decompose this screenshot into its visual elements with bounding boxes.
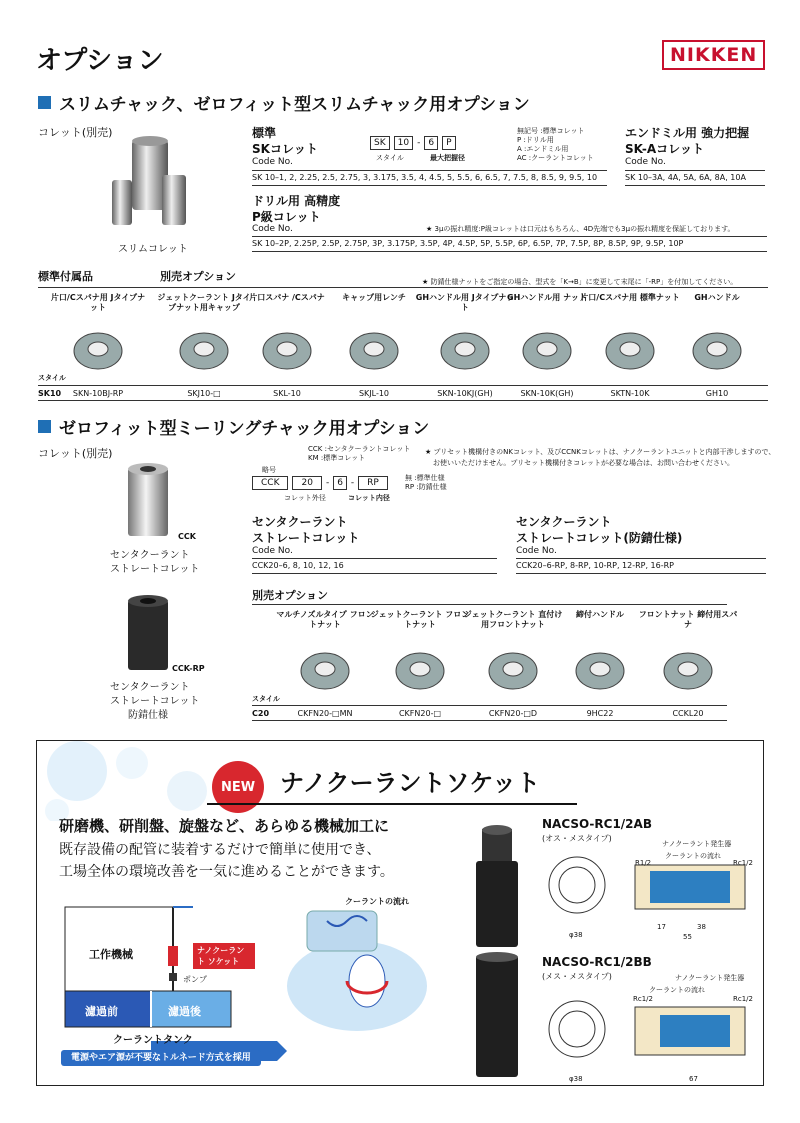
nano-socket-label: ナノクーラント ソケット — [193, 943, 255, 969]
model2-drawing — [545, 993, 755, 1073]
cck-rp-caption-1: センタクーラント — [110, 682, 190, 693]
std-label-2: SKコレット — [252, 142, 318, 156]
divider — [252, 705, 727, 706]
cck-scheme-symbol: 略号 — [262, 466, 276, 474]
cck-scheme-outer: コレット外径 — [284, 494, 326, 502]
section2-title: ゼロフィット型ミーリングチャック用オプション — [38, 414, 429, 439]
nano-body-2: 工場全体の環境改善を一気に進めることができます。 — [59, 864, 394, 880]
endmill-label-2: SK-Aコレット — [625, 142, 705, 156]
cc1-code-label: Code No. — [252, 546, 293, 556]
divider — [38, 287, 768, 288]
sec1-item-code: SKJL-10 — [358, 389, 390, 398]
opt-label: 別売オプション — [160, 270, 237, 283]
sec1-item-name: 片口/Cスパナ用 Jタイプナット — [50, 293, 146, 312]
model1-rc: Rc1/2 — [733, 859, 753, 867]
std-code-values: SK 10–1, 2, 2.25, 2.5, 2.75, 3, 3.175, 3.5, 4, 4.5, 5, 5.5, 6, 6.5, 7, 7.5, 8, 8.5, 9, 9.5, 10 — [252, 173, 598, 182]
divider — [252, 558, 497, 559]
new-badge: NEW — [212, 761, 264, 813]
model1-flow: クーラントの流れ — [665, 852, 721, 860]
sec1-item-code: SKJ10-□ — [187, 389, 221, 398]
cck-caption-2: ストレートコレット — [110, 564, 200, 575]
cck-collet-image — [118, 460, 178, 540]
section-marker-icon — [38, 420, 51, 433]
cc1-code-values: CCK20–6, 8, 10, 12, 16 — [252, 561, 344, 570]
nano-coolant-panel — [36, 740, 764, 1086]
model2-length: 67 — [689, 1075, 698, 1083]
section1-title: スリムチャック、ゼロフィット型スリムチャック用オプション — [38, 90, 530, 115]
endmill-code-values: SK 10–3A, 4A, 5A, 6A, 8A, 10A — [625, 173, 746, 182]
divider — [625, 170, 765, 171]
nacso-ab-image — [462, 821, 532, 951]
acc-label: 標準付属品 — [38, 270, 93, 283]
drill-code-values: SK 10–2P, 2.25P, 2.5P, 2.75P, 3P, 3.175P, 3.5P, 4P, 4.5P, 5P, 5.5P, 6P, 6.5P, 7P, 7.5P, 8P, 8.5P, 9P, 9.5P, 10P — [252, 239, 684, 248]
model1-r: R1/2 — [635, 859, 652, 867]
sec1-item-image — [435, 325, 495, 375]
sec1-item-name: GHハンドル用 Jタイプナット — [415, 293, 515, 312]
divider — [38, 400, 768, 401]
model2-rc-left: Rc1/2 — [633, 995, 653, 1003]
cck-code-scheme: CCK 20 - 6 - RP — [252, 476, 388, 490]
divider — [516, 558, 766, 559]
model2-type: (メス・メスタイプ) — [542, 972, 612, 981]
sec1-item-code: SKN-10BJ-RP — [72, 389, 124, 398]
cck-rp-caption-3: 防錆仕様 — [128, 710, 168, 721]
model2-name: NACSO-RC1/2BB — [542, 955, 652, 969]
nano-title: ナノクーラントソケット — [280, 769, 541, 797]
nano-lead: 研磨機、研削盤、旋盤など、あらゆる機械加工に — [59, 817, 390, 835]
after-filter-label: 濾過後 — [168, 1005, 201, 1018]
divider — [252, 185, 607, 186]
model1-diameter: φ38 — [569, 931, 583, 939]
sec1-item-image — [517, 325, 577, 375]
sec1-item-name: GHハンドル用 ナット — [507, 293, 587, 302]
scheme-legend: 無記号 :標準コレット P :ドリル用 A :エンドミル用 AC :クーラントコレット — [517, 127, 594, 162]
nacso-bb-image — [462, 951, 532, 1081]
cc2-code-label: Code No. — [516, 546, 557, 556]
sec1-item-name: GHハンドル — [694, 293, 740, 302]
cc1-label-2: ストレートコレット — [252, 531, 360, 545]
sec2-item-code: CCKL20 — [672, 709, 704, 718]
sec1-item-image — [344, 325, 404, 375]
divider — [252, 236, 767, 237]
divider — [252, 170, 607, 171]
slim-collet-image — [100, 135, 200, 235]
sec1-item-image — [600, 325, 660, 375]
std-code-label: Code No. — [252, 157, 293, 167]
sec2-note-2: お使いいただけません。プリセット機構付きコレットが必要な場合は、お問い合わせください。 — [433, 459, 734, 467]
sec2-item-image — [658, 645, 718, 695]
scheme-max-label: 最大把握径 — [430, 154, 465, 162]
sec1-item-image — [687, 325, 747, 375]
model1-dim1: 17 — [657, 923, 666, 931]
drill-label-2: P級コレット — [252, 210, 321, 224]
model2-gen: ナノクーラント発生器 — [675, 974, 745, 982]
nano-body-1: 既存設備の配管に装着するだけで簡単に使用でき、 — [59, 842, 381, 858]
sec1-item-code: SKL-10 — [273, 389, 301, 398]
sec1-item-code: SKN-10KJ(GH) — [437, 389, 493, 398]
cck-scheme-legend-right: 無 :標準仕様 RP :防錆仕様 — [405, 474, 447, 491]
model1-dim3: 55 — [683, 933, 692, 941]
sec1-item-code: SKTN-10K — [610, 389, 650, 398]
divider — [207, 803, 577, 805]
model2-flow: クーラントの流れ — [649, 986, 705, 994]
divider — [625, 185, 765, 186]
flow-label: クーラントの流れ — [345, 897, 409, 906]
machine-label: 工作機械 — [89, 948, 133, 961]
endmill-label-1: エンドミル用 強力把握 — [625, 126, 750, 140]
slim-collet-caption: スリムコレット — [118, 244, 188, 255]
page-title: オプション — [36, 46, 164, 76]
cck-tag: CCK — [178, 532, 196, 541]
drill-code-label: Code No. — [252, 224, 293, 234]
sec2-item-name: ジェットクーラント フロントナット — [370, 610, 470, 629]
cck-rp-tag: CCK-RP — [172, 664, 205, 673]
sec1-item-code: SKN-10K(GH) — [520, 389, 574, 398]
sec2-item-code: CKFN20-□MN — [297, 709, 353, 718]
cc2-label-1: センタクーラント — [516, 515, 612, 529]
model2-rc-right: Rc1/2 — [733, 995, 753, 1003]
model2-diameter: φ38 — [569, 1075, 583, 1083]
sec2-item-name: マルチノズルタイプ フロントナット — [276, 610, 374, 629]
style-label: スタイル — [38, 374, 66, 382]
cck-scheme-legend-top: CCK :センタクーラントコレット KM :標準コレット — [308, 445, 411, 462]
cck-scheme-inner: コレット内径 — [348, 494, 390, 502]
sec2-item-image — [390, 645, 450, 695]
collet-label: コレット(別売) — [38, 126, 113, 139]
cc2-label-2: ストレートコレット(防錆仕様) — [516, 531, 683, 545]
sec1-item-name: ジェットクーラント Jタイプナット用キャップ — [157, 293, 251, 312]
model1-dim2: 38 — [697, 923, 706, 931]
sec2-note-1: ★ プリセット機構付きのNKコレット、及びCCNKコレットは、ナノクーラントユニットと内部干渉しますので、 — [425, 448, 776, 456]
divider — [252, 251, 767, 252]
sec1-item-image — [174, 325, 234, 375]
style-value: SK10 — [38, 389, 62, 398]
cck-rp-caption-2: ストレートコレット — [110, 696, 200, 707]
sec1-item-code: GH10 — [705, 389, 729, 398]
nikken-logo: NIKKEN — [662, 40, 765, 70]
std-label-1: 標準 — [252, 126, 277, 140]
style-label-2: スタイル — [252, 695, 280, 703]
sec2-item-name: ジェットクーラント 直付け用フロントナット — [463, 610, 563, 629]
cc1-label-1: センタクーラント — [252, 515, 348, 529]
divider — [38, 385, 768, 386]
cck-caption-1: センタクーラント — [110, 550, 190, 561]
collet-label-2: コレット(別売) — [38, 447, 113, 460]
sec2-item-name: 締付ハンドル — [576, 610, 624, 619]
sec1-item-name: キャップ用レンチ — [342, 293, 406, 302]
endmill-code-label: Code No. — [625, 157, 666, 167]
divider — [516, 573, 766, 574]
scheme-style-label: スタイル — [376, 154, 404, 162]
drill-note: ★ 3μの振れ精度:P級コレットは口元はもちろん、4D先端でも3μの振れ精度を保証しております。 — [426, 225, 735, 233]
sec1-item-image — [68, 325, 128, 375]
sk-code-scheme: SK 10 - 6 P — [370, 136, 456, 150]
model1-name: NACSO-RC1/2AB — [542, 817, 652, 831]
drill-label-1: ドリル用 高精度 — [252, 194, 341, 208]
sec1-item-name: 片口/Cスパナ用 標準ナット — [580, 293, 680, 302]
opt-label-2: 別売オプション — [252, 589, 329, 602]
cc2-code-values: CCK20–6-RP, 8-RP, 10-RP, 12-RP, 16-RP — [516, 561, 675, 570]
opt-note: ★ 防錆仕様ナットをご指定の場合、型式を「K→B」に変更して末尾に「-RP」を付加してください。 — [422, 278, 738, 286]
sec2-item-image — [570, 645, 630, 695]
cck-rp-collet-image — [118, 590, 178, 675]
pump-label: ポンプ — [183, 975, 207, 984]
model1-gen: ナノクーラント発生器 — [662, 840, 732, 848]
section-marker-icon — [38, 96, 51, 109]
nano-banner: 電源やエア源が不要なトルネード方式を採用 — [61, 1045, 261, 1064]
sec1-item-name: 片口スパナ /Cスパナ — [249, 293, 325, 302]
divider — [252, 720, 727, 721]
sec1-item-image — [257, 325, 317, 375]
tank-label: クーラントタンク — [113, 1035, 193, 1046]
before-filter-label: 濾過前 — [85, 1005, 118, 1018]
divider — [252, 573, 497, 574]
model1-type: (オス・メスタイプ) — [542, 834, 612, 843]
sec2-item-code: CKFN20-□ — [398, 709, 442, 718]
sec2-item-image — [483, 645, 543, 695]
style-value-2: C20 — [252, 709, 270, 718]
divider — [252, 604, 727, 605]
sec2-item-code: CKFN20-□D — [488, 709, 538, 718]
sec2-item-code: 9HC22 — [586, 709, 614, 718]
sec2-item-name: フロントナット 締付用スパナ — [638, 610, 738, 629]
sec2-item-image — [295, 645, 355, 695]
